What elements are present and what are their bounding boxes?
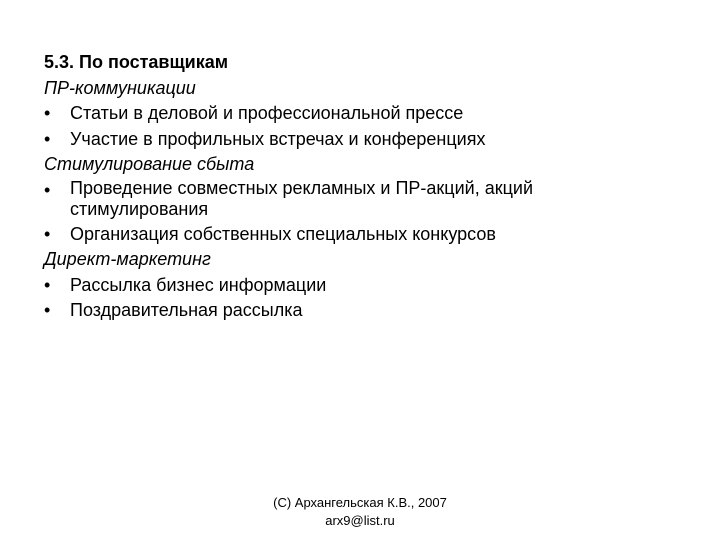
list-item — [44, 298, 684, 324]
list-item-text: Организация собственных специальных конкурсов — [70, 223, 496, 244]
slide-footer — [250, 494, 470, 530]
list-item-text: Поздравительная рассылка — [70, 300, 303, 320]
section-heading-pr: ПР-коммуникации — [44, 77, 196, 98]
bullet-icon: • — [44, 128, 51, 149]
list-item-text: Участие в профильных встречах и конференциях — [70, 128, 486, 149]
bullet-icon: • — [44, 223, 51, 244]
list-item-text: Статьи в деловой и профессиональной прессе — [70, 103, 464, 123]
section-heading-sales-promotion: Стимулирование сбыта — [44, 154, 255, 174]
slide-title: 5.3. По поставщикам — [44, 52, 229, 72]
list-item — [44, 101, 684, 127]
list-item-text: Рассылка бизнес информации — [70, 274, 327, 295]
list-item — [44, 178, 684, 220]
list-item — [44, 222, 684, 248]
bullet-icon: • — [44, 103, 51, 123]
bullet-icon: • — [44, 300, 51, 320]
footer-email: arx9@list.ru — [325, 513, 395, 528]
bullet-icon: • — [44, 274, 51, 295]
list-item — [44, 273, 684, 299]
slide-content — [44, 50, 684, 324]
list-item — [44, 127, 684, 153]
bullet-icon: • — [44, 179, 51, 200]
footer-copyright: (C) Архангельская К.В., 2007 — [273, 495, 447, 510]
section-heading-direct-marketing: Директ-маркетинг — [44, 249, 211, 269]
list-item-text: Проведение совместных рекламных и ПР-акций, акций стимулирования — [70, 177, 534, 219]
